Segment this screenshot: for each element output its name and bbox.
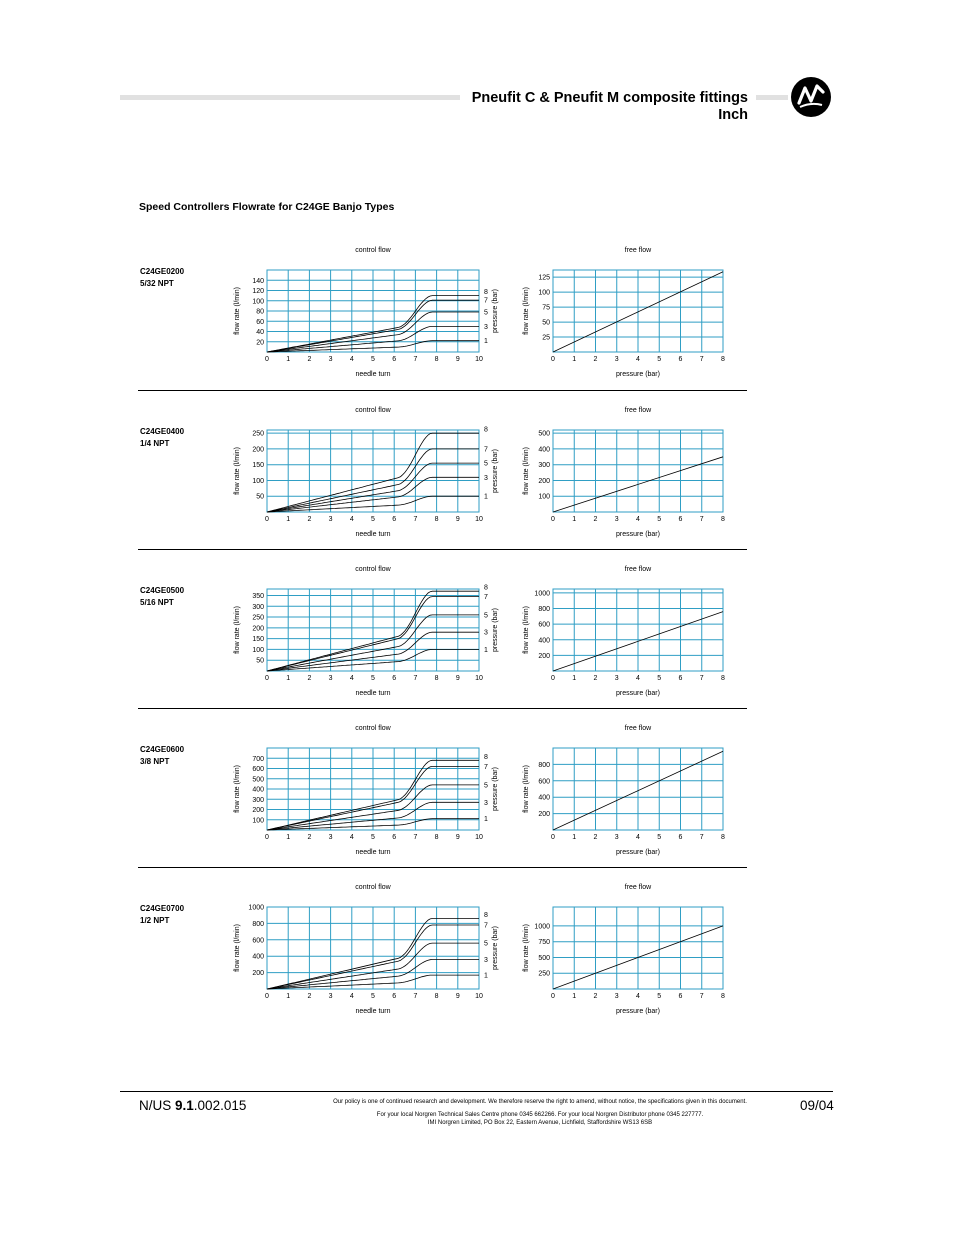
pressure-curve-label: 5	[484, 612, 488, 620]
chart-row	[0, 398, 954, 558]
control-x-tick-label: 8	[434, 834, 439, 841]
model-size: 3/8 NPT	[140, 757, 170, 766]
page-title	[472, 90, 748, 124]
free-x-tick-label: 7	[699, 993, 704, 1000]
free-x-tick-label: 0	[551, 834, 555, 841]
free-y-tick-label: 250	[538, 970, 550, 978]
code-suffix: .002.015	[193, 1098, 247, 1113]
free-x-axis-label: pressure (bar)	[616, 371, 660, 378]
free-x-tick-label: 5	[657, 993, 662, 1000]
control-x-tick-label: 7	[413, 516, 418, 523]
free-y-tick-label: 600	[538, 778, 550, 786]
pressure-curve-label: 8	[484, 289, 488, 297]
control-x-tick-label: 4	[349, 675, 354, 682]
free-x-tick-label: 2	[593, 993, 598, 1000]
free-y-axis-label: flow rate (l/min)	[523, 765, 530, 813]
free-x-tick-label: 2	[593, 356, 598, 363]
free-y-tick-label: 300	[538, 462, 550, 470]
free-y-tick-label: 500	[538, 430, 550, 438]
control-y-tick-label: 200	[252, 970, 264, 978]
control-x-tick-label: 2	[307, 516, 312, 523]
control-x-tick-label: 0	[265, 516, 269, 523]
free-y-tick-label: 1000	[534, 590, 550, 598]
code-bold: 9.1	[175, 1098, 194, 1113]
control-x-tick-label: 2	[307, 356, 312, 363]
free-y-tick-label: 1000	[534, 923, 550, 931]
control-x-tick-label: 6	[392, 356, 397, 363]
norgren-logo-icon	[790, 76, 832, 118]
control-flow-title: control flow	[355, 884, 391, 891]
control-y-tick-label: 200	[252, 625, 264, 633]
free-x-tick-label: 8	[721, 675, 725, 682]
model-code: C24GE0600	[140, 745, 185, 754]
control-x-tick-label: 6	[392, 993, 397, 1000]
control-y-tick-label: 700	[252, 755, 264, 763]
free-x-tick-label: 1	[572, 993, 577, 1000]
control-x-tick-label: 2	[307, 993, 312, 1000]
control-y-tick-label: 200	[252, 446, 264, 454]
free-x-tick-label: 8	[721, 834, 725, 841]
pressure-curve-label: 3	[484, 629, 488, 637]
free-x-tick-label: 6	[678, 356, 683, 363]
control-x-tick-label: 7	[413, 834, 418, 841]
pressure-curve-label: 5	[484, 309, 488, 317]
free-x-tick-label: 6	[678, 993, 683, 1000]
control-x-tick-label: 5	[371, 516, 375, 523]
pressure-curve-label: 1	[484, 338, 488, 346]
control-x-tick-label: 7	[413, 356, 418, 363]
free-x-axis-label: pressure (bar)	[616, 690, 660, 697]
pressure-curve-label: 1	[484, 816, 488, 824]
free-x-tick-label: 4	[636, 516, 640, 523]
control-flow-title: control flow	[355, 566, 391, 573]
control-x-tick-label: 10	[475, 993, 483, 1000]
page-title-line1: Pneufit C & Pneufit M composite fittings	[471, 90, 748, 106]
control-x-tick-label: 2	[307, 675, 312, 682]
free-x-tick-label: 2	[593, 675, 598, 682]
control-x-tick-label: 6	[392, 834, 397, 841]
control-x-tick-label: 3	[328, 356, 333, 363]
model-size: 5/16 NPT	[140, 598, 174, 607]
pressure-curve-label: 7	[484, 594, 488, 602]
pressure-curve-label: 8	[484, 426, 488, 434]
free-x-tick-label: 8	[721, 516, 725, 523]
control-y-axis-label: flow rate (l/min)	[234, 924, 241, 972]
free-x-tick-label: 1	[572, 675, 577, 682]
address-text: IMI Norgren Limited, PO Box 22, Eastern Avenue, Lichfield, Staffordshire WS13 6SB	[427, 1120, 653, 1126]
control-y-tick-label: 350	[252, 592, 264, 600]
free-x-tick-label: 4	[636, 356, 640, 363]
free-x-tick-label: 2	[593, 834, 598, 841]
control-y-tick-label: 120	[252, 288, 264, 295]
model-size: 5/32 NPT	[140, 279, 174, 288]
control-y-tick-label: 300	[252, 796, 264, 804]
free-y-tick-label: 600	[538, 621, 550, 629]
control-x-tick-label: 8	[434, 356, 439, 363]
control-y-tick-label: 600	[252, 937, 264, 945]
free-x-tick-label: 8	[721, 356, 725, 363]
control-y-tick-label: 40	[256, 329, 264, 336]
control-x-tick-label: 0	[265, 993, 269, 1000]
free-y-tick-label: 750	[538, 939, 550, 947]
pressure-right-axis-label: pressure (bar)	[492, 926, 499, 970]
free-flow-title: free flow	[624, 247, 652, 254]
pressure-curve-label: 3	[484, 956, 488, 964]
free-x-tick-label: 4	[636, 993, 640, 1000]
free-flow-title: free flow	[624, 407, 652, 414]
pressure-curve-label: 1	[484, 972, 488, 980]
control-x-tick-label: 1	[286, 516, 291, 523]
control-x-tick-label: 5	[371, 356, 375, 363]
free-x-tick-label: 2	[593, 516, 598, 523]
control-y-tick-label: 100	[252, 646, 264, 654]
control-y-tick-label: 150	[252, 462, 264, 470]
free-x-tick-label: 0	[551, 675, 555, 682]
control-x-tick-label: 8	[434, 675, 439, 682]
control-x-tick-label: 4	[349, 993, 354, 1000]
free-x-tick-label: 5	[657, 675, 662, 682]
free-y-axis-label: flow rate (l/min)	[523, 924, 530, 972]
section-title: Speed Controllers Flowrate for C24GE Banjo Types	[139, 201, 395, 213]
control-y-tick-label: 140	[252, 277, 264, 285]
pressure-curve-label: 8	[484, 911, 488, 919]
control-x-axis-label: needle turn	[355, 849, 391, 856]
free-x-tick-label: 1	[572, 356, 577, 363]
control-y-axis-label: flow rate (l/min)	[234, 447, 241, 495]
model-code: C24GE0500	[140, 586, 185, 595]
pressure-curve-label: 5	[484, 782, 488, 790]
free-y-axis-label: flow rate (l/min)	[523, 606, 530, 654]
control-x-axis-label: needle turn	[355, 690, 391, 697]
free-x-tick-label: 0	[551, 356, 555, 363]
control-x-tick-label: 9	[455, 356, 460, 363]
pressure-curve-label: 7	[484, 446, 488, 454]
free-x-axis-label: pressure (bar)	[616, 849, 660, 856]
chart-row	[0, 716, 954, 876]
control-y-axis-label: flow rate (l/min)	[234, 606, 241, 654]
free-y-tick-label: 200	[538, 477, 550, 485]
control-x-axis-label: needle turn	[355, 1008, 391, 1015]
control-x-tick-label: 5	[371, 834, 375, 841]
control-x-tick-label: 6	[392, 516, 397, 523]
header-rule-left	[120, 95, 460, 100]
free-y-tick-label: 75	[542, 304, 550, 312]
control-x-tick-label: 3	[328, 834, 333, 841]
document-code	[139, 1098, 246, 1113]
pressure-curve-label: 5	[484, 940, 488, 948]
free-y-axis-label: flow rate (l/min)	[523, 447, 530, 495]
control-x-tick-label: 1	[286, 834, 291, 841]
control-x-tick-label: 0	[265, 675, 269, 682]
control-y-tick-label: 150	[252, 636, 264, 644]
chart-row	[0, 238, 954, 398]
control-y-tick-label: 50	[256, 657, 264, 665]
control-x-tick-label: 5	[371, 675, 375, 682]
free-x-tick-label: 6	[678, 516, 683, 523]
free-flow-title: free flow	[624, 725, 652, 732]
model-size: 1/2 NPT	[140, 916, 170, 925]
control-x-tick-label: 5	[371, 993, 375, 1000]
pressure-curve-label: 8	[484, 753, 488, 761]
control-x-tick-label: 9	[455, 834, 460, 841]
model-code: C24GE0200	[140, 267, 185, 276]
free-x-tick-label: 5	[657, 834, 662, 841]
free-y-tick-label: 400	[538, 446, 550, 454]
free-x-tick-label: 1	[572, 834, 577, 841]
chart-row	[0, 557, 954, 717]
control-x-tick-label: 1	[286, 356, 291, 363]
pressure-curve-label: 7	[484, 763, 488, 771]
control-x-tick-label: 7	[413, 993, 418, 1000]
header-rule-right	[756, 95, 788, 100]
pressure-curve-label: 1	[484, 646, 488, 654]
free-x-tick-label: 3	[614, 516, 619, 523]
control-y-tick-label: 250	[252, 430, 264, 438]
control-y-tick-label: 100	[252, 298, 264, 306]
free-x-tick-label: 7	[699, 834, 704, 841]
control-x-tick-label: 10	[475, 356, 483, 363]
code-prefix: N/US	[139, 1098, 176, 1113]
control-flow-title: control flow	[355, 407, 391, 414]
control-x-tick-label: 10	[475, 675, 483, 682]
free-x-tick-label: 7	[699, 516, 704, 523]
pressure-curve-label: 7	[484, 297, 488, 305]
control-x-tick-label: 6	[392, 675, 397, 682]
control-x-tick-label: 2	[307, 834, 312, 841]
free-flow-title: free flow	[624, 884, 652, 891]
control-x-tick-label: 3	[328, 675, 333, 682]
control-x-tick-label: 10	[475, 516, 483, 523]
control-flow-title: control flow	[355, 725, 391, 732]
pressure-curve-label: 3	[484, 323, 488, 331]
control-y-tick-label: 600	[252, 766, 264, 773]
control-x-tick-label: 9	[455, 675, 460, 682]
pressure-curve-label: 7	[484, 922, 488, 930]
control-x-axis-label: needle turn	[355, 531, 391, 538]
free-x-tick-label: 0	[551, 993, 555, 1000]
free-y-tick-label: 200	[538, 811, 550, 819]
page-title-line2: Inch	[718, 107, 748, 123]
control-y-axis-label: flow rate (l/min)	[234, 287, 241, 335]
control-flow-title: control flow	[355, 247, 391, 254]
free-y-tick-label: 800	[538, 606, 550, 614]
free-x-tick-label: 8	[721, 993, 725, 1000]
pressure-right-axis-label: pressure (bar)	[492, 608, 499, 652]
control-y-tick-label: 100	[252, 477, 264, 485]
free-x-axis-label: pressure (bar)	[616, 531, 660, 538]
control-x-axis-label: needle turn	[355, 371, 391, 378]
pressure-right-axis-label: pressure (bar)	[492, 449, 499, 493]
control-x-tick-label: 3	[328, 516, 333, 523]
control-y-tick-label: 200	[252, 807, 264, 814]
model-size: 1/4 NPT	[140, 439, 170, 448]
control-y-tick-label: 500	[252, 776, 264, 784]
control-y-tick-label: 250	[252, 614, 264, 622]
footer-rule	[120, 1091, 833, 1092]
control-x-tick-label: 1	[286, 993, 291, 1000]
control-x-tick-label: 1	[286, 675, 291, 682]
free-x-tick-label: 5	[657, 516, 662, 523]
control-x-tick-label: 3	[328, 993, 333, 1000]
free-x-tick-label: 7	[699, 675, 704, 682]
free-x-tick-label: 3	[614, 675, 619, 682]
chart-row	[0, 875, 954, 1035]
free-y-axis-label: flow rate (l/min)	[523, 287, 530, 335]
free-flow-title: free flow	[624, 566, 652, 573]
control-y-tick-label: 400	[252, 786, 264, 794]
free-y-tick-label: 100	[538, 289, 550, 297]
control-y-tick-label: 100	[252, 817, 264, 825]
control-y-tick-label: 60	[256, 318, 264, 326]
free-x-tick-label: 7	[699, 356, 704, 363]
control-y-tick-label: 400	[252, 953, 264, 961]
control-x-tick-label: 9	[455, 516, 460, 523]
control-x-tick-label: 4	[349, 516, 354, 523]
control-x-tick-label: 0	[265, 834, 269, 841]
free-y-tick-label: 100	[538, 493, 550, 501]
control-x-tick-label: 4	[349, 356, 354, 363]
pressure-right-axis-label: pressure (bar)	[492, 289, 499, 333]
free-x-tick-label: 0	[551, 516, 555, 523]
free-y-tick-label: 125	[538, 274, 550, 282]
pressure-curve-label: 8	[484, 584, 488, 592]
free-y-tick-label: 25	[542, 334, 550, 342]
pressure-curve-label: 1	[484, 493, 488, 501]
free-x-tick-label: 1	[572, 516, 577, 523]
free-x-tick-label: 3	[614, 356, 619, 363]
control-x-tick-label: 8	[434, 993, 439, 1000]
control-y-tick-label: 50	[256, 493, 264, 501]
control-y-tick-label: 800	[252, 920, 264, 928]
free-y-tick-label: 400	[538, 794, 550, 802]
free-x-tick-label: 4	[636, 675, 640, 682]
pressure-curve-label: 3	[484, 799, 488, 807]
free-x-tick-label: 3	[614, 834, 619, 841]
free-x-tick-label: 6	[678, 834, 683, 841]
free-x-tick-label: 4	[636, 834, 640, 841]
control-y-tick-label: 80	[256, 308, 264, 316]
pressure-curve-label: 5	[484, 460, 488, 468]
model-code: C24GE0400	[140, 427, 185, 436]
pressure-curve-label: 3	[484, 474, 488, 482]
contact-text: For your local Norgren Technical Sales Centre phone 0345 662266. For your local Norgren Distributor phone 0345 227777.	[376, 1112, 704, 1118]
control-y-tick-label: 1000	[248, 904, 264, 912]
free-x-tick-label: 6	[678, 675, 683, 682]
control-x-tick-label: 4	[349, 834, 354, 841]
pressure-right-axis-label: pressure (bar)	[492, 767, 499, 811]
free-x-tick-label: 3	[614, 993, 619, 1000]
model-code: C24GE0700	[140, 904, 185, 913]
control-x-tick-label: 10	[475, 834, 483, 841]
free-x-tick-label: 5	[657, 356, 662, 363]
free-y-tick-label: 50	[542, 319, 550, 327]
control-x-tick-label: 8	[434, 516, 439, 523]
free-x-axis-label: pressure (bar)	[616, 1008, 660, 1015]
free-y-tick-label: 200	[538, 652, 550, 660]
document-date: 09/04	[800, 1098, 834, 1113]
control-y-tick-label: 300	[252, 603, 264, 611]
control-x-tick-label: 7	[413, 675, 418, 682]
policy-text: Our policy is one of continued research and development. We therefore reserve the right to amend, without notice, the specifications given in this document.	[333, 1099, 747, 1105]
control-x-tick-label: 0	[265, 356, 269, 363]
free-y-tick-label: 500	[538, 954, 550, 962]
free-y-tick-label: 400	[538, 637, 550, 645]
free-y-tick-label: 800	[538, 761, 550, 769]
control-x-tick-label: 9	[455, 993, 460, 1000]
control-y-axis-label: flow rate (l/min)	[234, 765, 241, 813]
control-y-tick-label: 20	[256, 339, 264, 347]
